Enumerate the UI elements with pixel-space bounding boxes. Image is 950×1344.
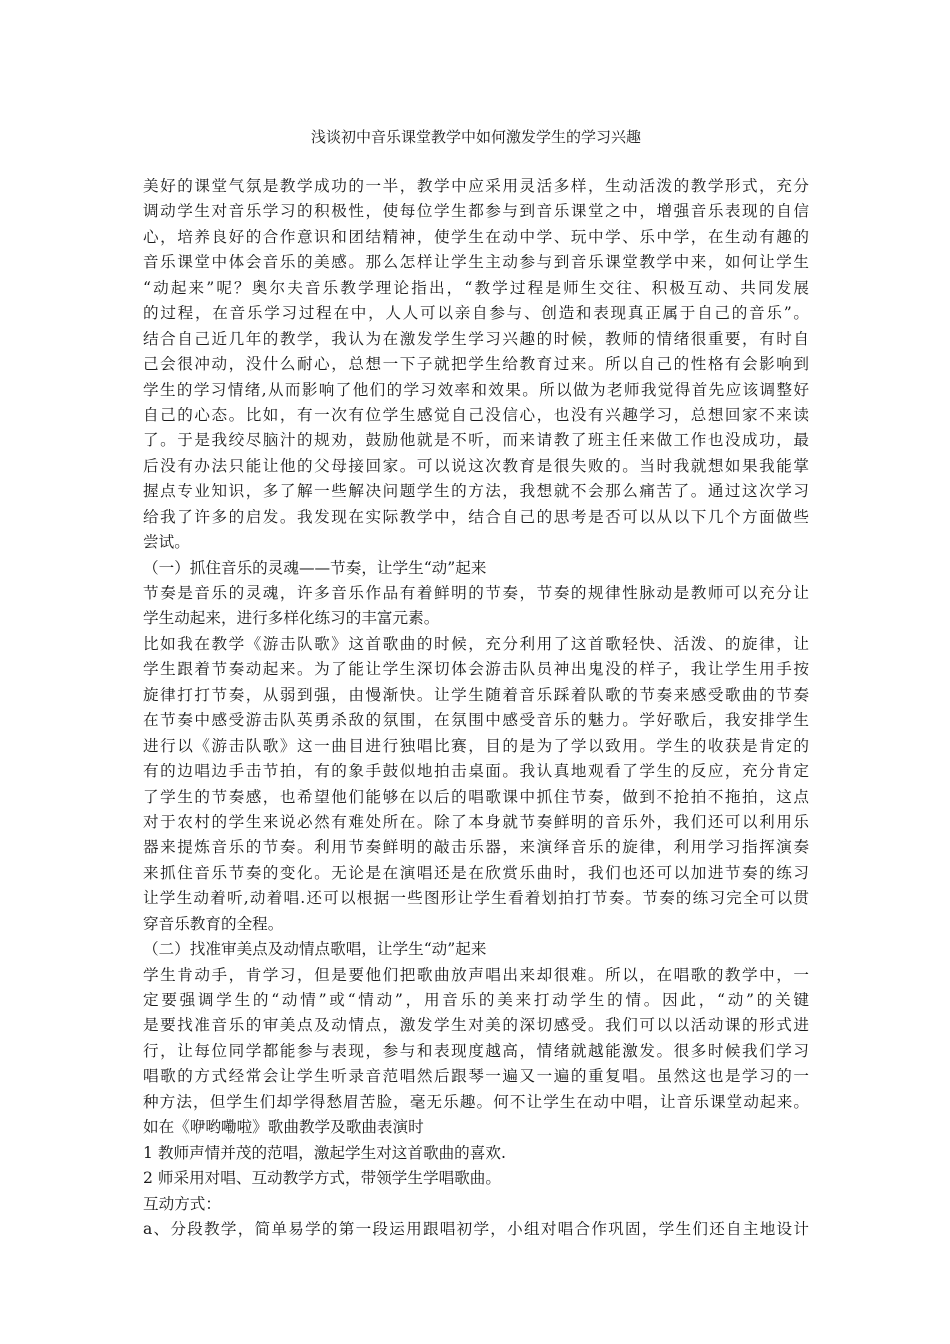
text-line: 定要强调学生的“动情”或“情动”，用音乐的美来打动学生的情。因此，“动”的关键 xyxy=(143,991,809,1009)
text-line: （一）抓住音乐的灵魂——节奏，让学生“动”起来 xyxy=(143,558,487,577)
text-line: 学生动起来，进行多样化练习的丰富元素。 xyxy=(143,609,440,628)
text-line: 己会很冲动，没什么耐心，总想一下子就把学生给教育过来。所以自己的性格有会影响到 xyxy=(143,355,809,374)
text-line: 给我了许多的启发。我发现在实际教学中，结合自己的思考是否可以从以下几个方面做些 xyxy=(143,507,809,526)
text-line: 对于农村的学生来说必然有难处所在。除了本身就节奏鲜明的音乐外，我们还可以利用乐 xyxy=(143,812,809,831)
text-line: 学生肯动手，肯学习，但是要他们把歌曲放声唱出来却很难。所以，在唱歌的教学中，一 xyxy=(143,965,809,984)
text-line: 尝试。 xyxy=(143,533,190,552)
text-line: 结合自己近几年的教学，我认为在激发学生学习兴趣的时候，教师的情绪很重要，有时自 xyxy=(143,329,809,348)
text-line: 旋律打打节奏，从弱到强，由慢渐快。让学生随着音乐踩着队歌的节奏来感受歌曲的节奏 xyxy=(143,685,809,704)
text-line: 如在《咿哟嘞啦》歌曲教学及歌曲表演时 xyxy=(143,1118,424,1137)
text-line: 了。于是我绞尽脑汁的规劝，鼓励他就是不听，而来请教了班主任来做工作也没成功，最 xyxy=(143,431,809,450)
document-title: 浅谈初中音乐课堂教学中如何激发学生的学习兴趣 xyxy=(310,128,641,146)
text-line: 握点专业知识，多了解一些解决问题学生的方法，我想就不会那么痛苦了。通过这次学习 xyxy=(143,482,809,501)
text-line: 节奏是音乐的灵魂，许多音乐作品有着鲜明的节奏，节奏的规律性脉动是教师可以充分让 xyxy=(143,584,809,602)
document-body xyxy=(143,174,809,1242)
text-line: 学生的学习情绪,从而影响了他们的学习效率和效果。所以做为老师我觉得首先应该调整好 xyxy=(143,380,809,399)
text-line: 来抓住音乐节奏的变化。无论是在演唱还是在欣赏乐曲时，我们也还可以加进节奏的练习 xyxy=(143,863,809,882)
text-line: 的过程，在音乐学习过程在中，人人可以亲自参与、创造和表现真正属于自己的音乐”。 xyxy=(143,304,809,323)
text-line: 行，让每位同学都能参与表现，参与和表现度越高，情绪就越能激发。很多时候我们学习 xyxy=(143,1041,809,1060)
text-line: 是要找准音乐的审美点及动情点，激发学生对美的深切感受。我们可以以活动课的形式进 xyxy=(143,1016,809,1035)
text-line: 学生跟着节奏动起来。为了能让学生深切体会游击队员神出鬼没的样子，我让学生用手按 xyxy=(143,660,809,679)
text-line: 了学生的节奏感，也希望他们能够在以后的唱歌课中抓住节奏，做到不抢拍不拖拍，这点 xyxy=(143,787,809,806)
text-line: 穿音乐教育的全程。 xyxy=(143,914,284,933)
text-line: 后没有办法只能让他的父母接回家。可以说这次教育是很失败的。当时我就想如果我能掌 xyxy=(143,456,809,475)
text-line: 互动方式： xyxy=(143,1194,221,1213)
text-line: 器来提炼音乐的节奏。利用节奏鲜明的敲击乐器，来演绎音乐的旋律，利用学习指挥演奏 xyxy=(143,838,809,857)
text-line: 2 师采用对唱、互动教学方式，带领学生学唱歌曲。 xyxy=(143,1169,501,1188)
text-line: 有的边唱边手击节拍，有的象手鼓似地拍击桌面。我认真地观看了学生的反应，充分肯定 xyxy=(143,762,809,781)
text-line: 1 教师声情并茂的范唱，激起学生对这首歌曲的喜欢. xyxy=(143,1143,506,1162)
text-line: 调动学生对音乐学习的积极性，使每位学生都参与到音乐课堂之中，增强音乐表现的自信 xyxy=(143,202,809,221)
text-line: 音乐课堂中体会音乐的美感。那么怎样让学生主动参与到音乐课堂教学中来，如何让学生 xyxy=(143,253,809,272)
text-line: 比如我在教学《游击队歌》这首歌曲的时候，充分利用了这首歌轻快、活泼、的旋律，让 xyxy=(143,634,809,653)
text-line: 美好的课堂气氛是教学成功的一半，教学中应采用灵活多样，生动活泼的教学形式，充分 xyxy=(143,177,809,195)
text-line: 让学生动着听,动着唱.还可以根据一些图形让学生看着划拍打节奏。节奏的练习完全可以贯 xyxy=(143,889,809,908)
text-line: 种方法，但学生们却学得愁眉苦脸，毫无乐趣。何不让学生在动中唱，让音乐课堂动起来。 xyxy=(143,1092,809,1111)
text-line: 心，培养良好的合作意识和团结精神，使学生在动中学、玩中学、乐中学，在生动有趣的 xyxy=(143,227,809,246)
text-line: 进行以《游击队歌》这一曲目进行独唱比赛，目的是为了学以致用。学生的收获是肯定的 xyxy=(143,736,809,755)
text-line: 唱歌的方式经常会让学生听录音范唱然后跟琴一遍又一遍的重复唱。虽然这也是学习的一 xyxy=(143,1067,809,1086)
text-line: a、分段教学，简单易学的第一段运用跟唱初学，小组对唱合作巩固，学生们还自主地设计 xyxy=(143,1219,809,1238)
text-line: “动起来”呢？奥尔夫音乐教学理论指出，“教学过程是师生交往、积极互动、共同发展 xyxy=(143,278,809,297)
text-line: （二）找准审美点及动情点歌唱，让学生“动”起来 xyxy=(143,940,487,959)
text-line: 在节奏中感受游击队英勇杀敌的氛围，在氛围中感受音乐的魅力。学好歌后，我安排学生 xyxy=(143,711,809,730)
text-line: 自己的心态。比如，有一次有位学生感觉自己没信心，也没有兴趣学习，总想回家不来读 xyxy=(143,405,809,424)
